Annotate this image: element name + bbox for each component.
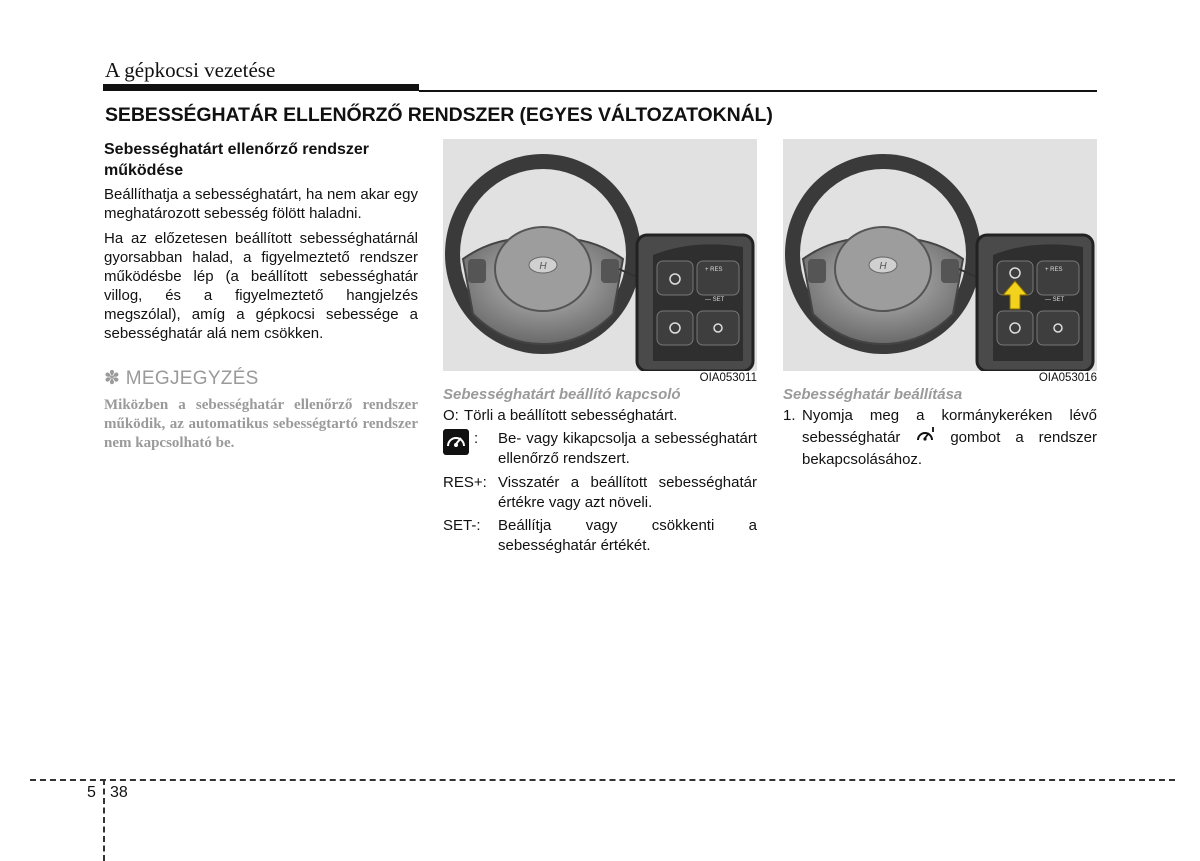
definition-set [443,516,757,556]
step-1-text-before: Nyomja meg a kormánykeréken lévő sebességhatár [802,407,1097,446]
definition-set-term: SET-: [443,517,481,534]
set-button-label: — SET [705,297,725,303]
paragraph-1: Beállíthatja a sebességhatárt, ha nem akar egy meghatározott sebesség fölött haladni. [104,186,418,222]
definition-res-desc: Visszatér a beállított sebességhatár értékre vagy azt növeli. [498,474,757,511]
running-header: A gépkocsi vezetése [105,58,276,82]
section-title: SEBESSÉGHATÁR ELLENŐRZŐ RENDSZER (EGYES VÁLTOZATOKNÁL) [105,104,773,126]
steering-wheel-illustration-2 [783,139,1097,371]
figure-steering-wheel-switch [443,139,757,371]
svg-text:H: H [539,261,547,272]
definition-icon-term: : [474,430,479,447]
step-1-number: 1. [783,407,796,424]
definition-icon [443,429,757,469]
definition-set-desc: Beállítja vagy csökkenti a sebességhatár értékét. [498,517,757,554]
page-number: 38 [110,784,128,801]
res-button-label: + RES [705,267,723,273]
chapter-number: 5 [87,784,96,801]
res-button-label-2: + RES [1045,267,1063,273]
header-rule-thick [103,84,419,91]
note-text: Miközben a sebességhatár ellenőrző rendszer működik, az automatikus sebességtartó rendszer nem kapcsolható be. [104,397,418,451]
speed-limiter-icon [443,429,469,461]
speed-limiter-icon-inline [915,426,935,450]
header-rule-thin [419,90,1097,92]
set-button-label-2: — SET [1045,297,1065,303]
figure-speed-limit-setting [783,139,1097,371]
left-column [104,139,418,453]
steering-wheel-illustration [443,139,757,371]
step-1 [783,406,1097,466]
figure-1-code: OIA053011 [699,372,757,384]
definition-o [443,406,757,426]
step-1-text [802,406,1097,470]
definition-o-desc: Törli a beállított sebességhatárt. [464,407,678,424]
paragraph-2: Ha az előzetesen beállított sebességhatárnál gyorsabban halad, a figyelmeztető rendszer működésbe lép (a beállított sebességhatár villog, és a figyelmeztető hangjelzés megszólal), amíg a gépkocsi sebessége a sebességhatár alá nem csökken. [104,230,418,342]
figure-2-code: OIA053016 [1038,372,1097,384]
subheading: Sebességhatárt ellenőrző rendszer működése [104,141,369,179]
footer-dashed-divider [103,779,105,861]
svg-text:H: H [879,261,887,272]
definition-res [443,473,757,513]
figure-2-caption: Sebességhatár beállítása [783,386,963,403]
definition-o-term: O: [443,407,459,424]
note-heading: ✽ MEGJEGYZÉS [104,368,259,389]
figure-1-caption: Sebességhatárt beállító kapcsoló [443,386,681,403]
step-1-text-after: gombot a rendszer bekapcsolásához. [802,428,1097,468]
footer-dashed-rule [30,779,1175,781]
definition-res-term: RES+: [443,474,487,491]
definition-icon-desc: Be- vagy kikapcsolja a sebességhatárt ellenőrző rendszert. [498,430,757,467]
